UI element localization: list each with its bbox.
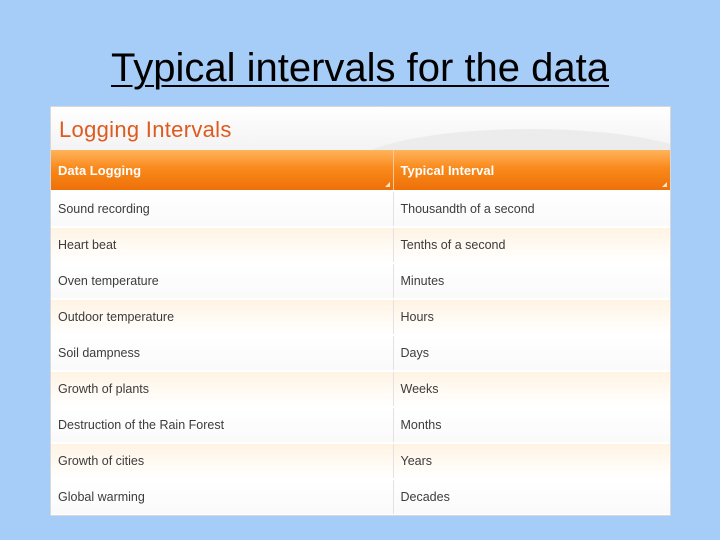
cell-typical-interval: Weeks [393,371,670,407]
panel-title: Logging Intervals [59,117,232,142]
table-row [51,299,670,335]
column-header-label: Typical Interval [400,162,495,178]
column-header-data-logging[interactable] [51,150,393,191]
table-row [51,479,670,514]
cell-data-logging: Outdoor temperature [51,299,393,335]
cell-data-logging: Heart beat [51,227,393,263]
cell-data-logging: Growth of cities [51,443,393,479]
cell-typical-interval: Minutes [393,263,670,299]
cell-typical-interval: Tenths of a second [393,227,670,263]
cell-data-logging: Growth of plants [51,371,393,407]
cell-typical-interval: Days [393,335,670,371]
cell-typical-interval: Hours [393,299,670,335]
table-row [51,191,670,227]
cell-typical-interval: Months [393,407,670,443]
cell-typical-interval: Years [393,443,670,479]
slide-title [0,40,720,96]
table-row [51,227,670,263]
logging-intervals-panel [50,106,671,516]
intervals-table [51,150,670,514]
cell-typical-interval: Decades [393,479,670,514]
table-row [51,443,670,479]
slide-title-text: Typical intervals for the data [110,46,610,90]
column-header-label: Data Logging [58,162,142,178]
cell-data-logging: Oven temperature [51,263,393,299]
resize-handle-icon[interactable] [662,182,667,187]
cell-typical-interval: Thousandth of a second [393,191,670,227]
cell-data-logging: Destruction of the Rain Forest [51,407,393,443]
cell-data-logging: Soil dampness [51,335,393,371]
table-row [51,263,670,299]
table-header-row [51,150,670,191]
panel-header [51,107,670,150]
column-header-typical-interval[interactable] [393,150,670,191]
table-row [51,371,670,407]
table-row [51,407,670,443]
table-row [51,335,670,371]
cell-data-logging: Sound recording [51,191,393,227]
cell-data-logging: Global warming [51,479,393,514]
resize-handle-icon[interactable] [385,182,390,187]
